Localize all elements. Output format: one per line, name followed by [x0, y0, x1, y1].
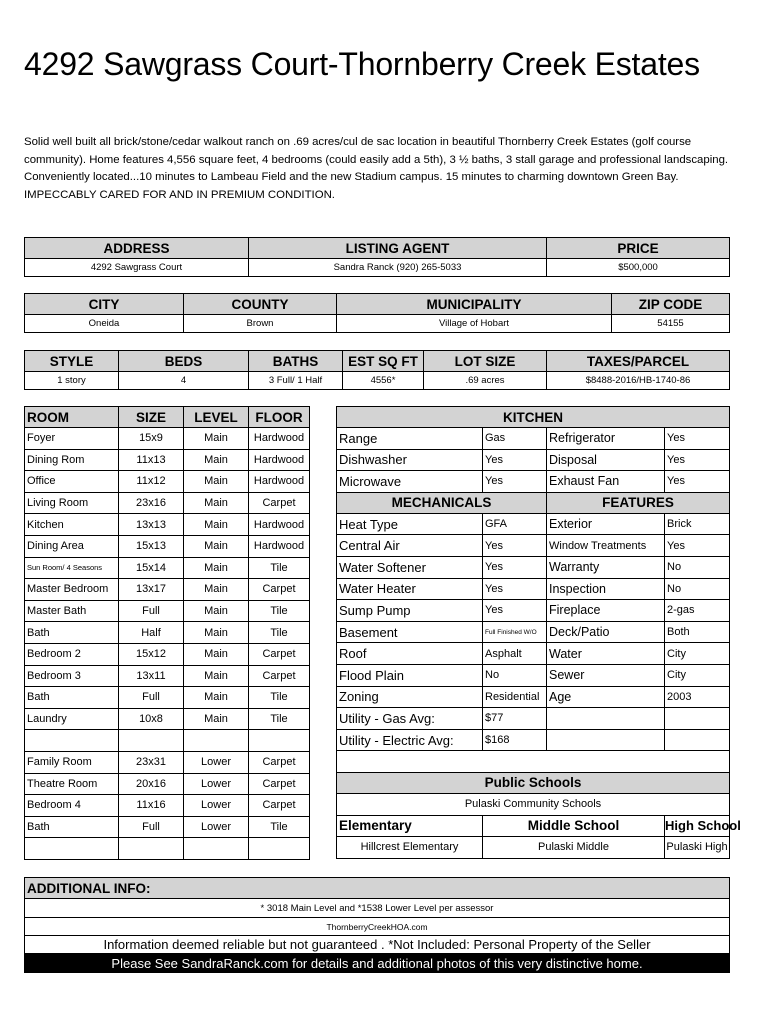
- item-label: Heat Type: [337, 513, 483, 535]
- item-label: Basement: [337, 621, 483, 643]
- room-level: Lower: [184, 816, 249, 838]
- item-value: Yes: [483, 471, 547, 493]
- item-label: Roof: [337, 643, 483, 665]
- beds-value: 4: [119, 372, 249, 390]
- kitchen-body: [337, 428, 730, 493]
- address-value: 4292 Sawgrass Court: [25, 259, 249, 277]
- blank-row: [337, 751, 730, 773]
- listing-agent-header: LISTING AGENT: [249, 238, 547, 259]
- room-name: Living Room: [25, 492, 119, 514]
- feature-label: Age: [547, 686, 665, 708]
- public-schools-header: Public Schools: [337, 772, 730, 793]
- spec-row: [337, 600, 730, 622]
- feature-value: Yes: [665, 535, 730, 557]
- room-row: [25, 730, 310, 752]
- baths-header: BATHS: [249, 351, 343, 372]
- room-row: [25, 795, 310, 817]
- kitchen-mechanicals-table: [336, 406, 741, 859]
- features-header: FEATURES: [547, 492, 730, 513]
- room-level: Main: [184, 492, 249, 514]
- room-level: Main: [184, 535, 249, 557]
- feature-label: Fireplace: [547, 600, 665, 622]
- room-name: Dining Area: [25, 535, 119, 557]
- room-size: 15x13: [119, 535, 184, 557]
- size-header: SIZE: [119, 407, 184, 428]
- spec-row: [337, 513, 730, 535]
- item-label: Utility - Electric Avg:: [337, 729, 483, 751]
- room-name: Family Room: [25, 751, 119, 773]
- property-description: Solid well built all brick/stone/cedar walkout ranch on .69 acres/cul de sac location in beautiful Thornberry Creek Estates (golf course community). Home features 4,556 square feet, 4 bedrooms (could easily add a 5th), 3 ½ baths, 3 stall garage and professional landscaping. Conveniently located...10 minutes to Lambeau Field and the new Stadium campus. 15 minutes to charming downtown Green Bay. IMPECCABLY CARED FOR AND IN PREMIUM CONDITION.: [24, 136, 729, 201]
- item-value: No: [483, 664, 547, 686]
- listing-agent-value: Sandra Ranck (920) 265-5033: [249, 259, 547, 277]
- item-value: Asphalt: [483, 643, 547, 665]
- feature-label: [547, 708, 665, 730]
- municipality-header: MUNICIPALITY: [337, 294, 612, 315]
- feature-value: [665, 708, 730, 730]
- page-title: 4292 Sawgrass Court-Thornberry Creek Estates: [24, 46, 700, 82]
- zip-code-header: ZIP CODE: [612, 294, 730, 315]
- room-name: Foyer: [25, 428, 119, 450]
- item-value: Gas: [483, 428, 547, 450]
- spec-row: [337, 708, 730, 730]
- room-size: 11x16: [119, 795, 184, 817]
- room-size: [119, 730, 184, 752]
- feature-label: Exterior: [547, 513, 665, 535]
- spec-row: [337, 578, 730, 600]
- taxes-parcel-value: $8488-2016/HB-1740-86: [547, 372, 730, 390]
- room-size: 10x8: [119, 708, 184, 730]
- item-label: Utility - Gas Avg:: [337, 708, 483, 730]
- high-school: Pulaski High: [665, 837, 730, 859]
- item-label: Zoning: [337, 686, 483, 708]
- room-row: [25, 557, 310, 579]
- room-level: Main: [184, 471, 249, 493]
- feature-value: No: [665, 578, 730, 600]
- room-name: Theatre Room: [25, 773, 119, 795]
- feature-value: Yes: [665, 449, 730, 471]
- room-level: Main: [184, 557, 249, 579]
- feature-value: Yes: [665, 428, 730, 450]
- room-floor: Tile: [249, 708, 310, 730]
- feature-value: City: [665, 643, 730, 665]
- feature-label: Water: [547, 643, 665, 665]
- room-name: Bedroom 2: [25, 643, 119, 665]
- sqft-header: EST SQ FT: [343, 351, 424, 372]
- room-row: [25, 471, 310, 493]
- room-name: Bath: [25, 816, 119, 838]
- room-name: Bedroom 3: [25, 665, 119, 687]
- room-floor: Tile: [249, 687, 310, 709]
- feature-label: Inspection: [547, 578, 665, 600]
- additional-info-header: ADDITIONAL INFO:: [25, 878, 730, 899]
- county-value: Brown: [184, 315, 337, 333]
- room-size: Full: [119, 600, 184, 622]
- room-level: Lower: [184, 773, 249, 795]
- address-header: ADDRESS: [25, 238, 249, 259]
- room-level: Main: [184, 643, 249, 665]
- mechanicals-header: MECHANICALS: [337, 492, 547, 513]
- price-value: $500,000: [547, 259, 730, 277]
- room-size: 11x12: [119, 471, 184, 493]
- spec-row: [337, 664, 730, 686]
- feature-value: Yes: [665, 471, 730, 493]
- room-row: [25, 838, 310, 860]
- item-value: Residential: [483, 686, 547, 708]
- room-name: Bath: [25, 687, 119, 709]
- disclaimer: Information deemed reliable but not guaranteed . *Not Included: Personal Property of the Seller: [25, 936, 730, 954]
- spec-row: [337, 428, 730, 450]
- item-value: Yes: [483, 449, 547, 471]
- hoa-website: ThornberryCreekHOA.com: [25, 918, 730, 936]
- room-floor: Tile: [249, 600, 310, 622]
- taxes-parcel-header: TAXES/PARCEL: [547, 351, 730, 372]
- room-floor: Carpet: [249, 751, 310, 773]
- item-label: Sump Pump: [337, 600, 483, 622]
- room-floor: Tile: [249, 816, 310, 838]
- zip-code-value: 54155: [612, 315, 730, 333]
- room-size: 23x16: [119, 492, 184, 514]
- spec-row: [337, 686, 730, 708]
- room-row: [25, 579, 310, 601]
- room-size: Full: [119, 687, 184, 709]
- room-name: Laundry: [25, 708, 119, 730]
- room-level: Main: [184, 665, 249, 687]
- room-floor: Hardwood: [249, 428, 310, 450]
- feature-value: Both: [665, 621, 730, 643]
- lot-size-header: LOT SIZE: [424, 351, 547, 372]
- item-value: Full Finished W/O: [483, 621, 547, 643]
- spec-row: [337, 471, 730, 493]
- level-header: LEVEL: [184, 407, 249, 428]
- rooms-body: [25, 428, 310, 860]
- elementary-label: Elementary: [337, 815, 483, 837]
- room-floor: Carpet: [249, 643, 310, 665]
- style-header: STYLE: [25, 351, 119, 372]
- room-row: [25, 535, 310, 557]
- room-row: [25, 514, 310, 536]
- room-name: Master Bath: [25, 600, 119, 622]
- room-row: [25, 751, 310, 773]
- room-size: [119, 838, 184, 860]
- mechanicals-body: [337, 513, 730, 751]
- spec-row: [337, 729, 730, 751]
- item-value: Yes: [483, 535, 547, 557]
- room-name: [25, 838, 119, 860]
- room-row: [25, 708, 310, 730]
- item-value: GFA: [483, 513, 547, 535]
- room-name: Office: [25, 471, 119, 493]
- feature-label: Deck/Patio: [547, 621, 665, 643]
- room-level: Lower: [184, 795, 249, 817]
- room-size: 13x13: [119, 514, 184, 536]
- room-row: [25, 428, 310, 450]
- feature-value: City: [665, 664, 730, 686]
- room-floor: Carpet: [249, 492, 310, 514]
- room-name: [25, 730, 119, 752]
- room-size: 15x14: [119, 557, 184, 579]
- item-label: Flood Plain: [337, 664, 483, 686]
- floor-header: FLOOR: [249, 407, 310, 428]
- room-name: Dining Rom: [25, 449, 119, 471]
- room-level: [184, 730, 249, 752]
- item-value: Yes: [483, 578, 547, 600]
- room-header: ROOM: [25, 407, 119, 428]
- feature-label: Disposal: [547, 449, 665, 471]
- room-row: [25, 687, 310, 709]
- room-row: [25, 816, 310, 838]
- high-school-label: High School: [665, 815, 730, 837]
- lot-size-value: .69 acres: [424, 372, 547, 390]
- room-row: [25, 449, 310, 471]
- item-value: Yes: [483, 600, 547, 622]
- item-label: Water Heater: [337, 578, 483, 600]
- feature-label: Refrigerator: [547, 428, 665, 450]
- item-label: Dishwasher: [337, 449, 483, 471]
- feature-value: 2-gas: [665, 600, 730, 622]
- style-value: 1 story: [25, 372, 119, 390]
- room-row: [25, 622, 310, 644]
- spec-row: [337, 556, 730, 578]
- middle-school-label: Middle School: [483, 815, 665, 837]
- spec-row: [337, 643, 730, 665]
- price-header: PRICE: [547, 238, 730, 259]
- city-value: Oneida: [25, 315, 184, 333]
- spec-row: [337, 535, 730, 557]
- room-level: Main: [184, 622, 249, 644]
- room-size: 13x17: [119, 579, 184, 601]
- city-table: [24, 293, 730, 333]
- room-floor: [249, 730, 310, 752]
- room-floor: Carpet: [249, 579, 310, 601]
- item-value: $168: [483, 729, 547, 751]
- room-floor: Hardwood: [249, 535, 310, 557]
- spec-row: [337, 621, 730, 643]
- item-label: Microwave: [337, 471, 483, 493]
- room-size: 23x31: [119, 751, 184, 773]
- room-name: Bedroom 4: [25, 795, 119, 817]
- room-size: 20x16: [119, 773, 184, 795]
- kitchen-header: KITCHEN: [337, 407, 730, 428]
- feature-label: Exhaust Fan: [547, 471, 665, 493]
- sqft-value: 4556*: [343, 372, 424, 390]
- room-floor: [249, 838, 310, 860]
- item-label: Range: [337, 428, 483, 450]
- feature-value: No: [665, 556, 730, 578]
- feature-label: Window Treatments: [547, 535, 665, 557]
- room-level: Main: [184, 687, 249, 709]
- room-name: Sun Room/ 4 Seasons: [25, 557, 119, 579]
- room-name: Kitchen: [25, 514, 119, 536]
- room-floor: Tile: [249, 557, 310, 579]
- room-size: 15x9: [119, 428, 184, 450]
- room-name: Master Bedroom: [25, 579, 119, 601]
- room-row: [25, 643, 310, 665]
- feature-value: [665, 729, 730, 751]
- item-value: Yes: [483, 556, 547, 578]
- beds-header: BEDS: [119, 351, 249, 372]
- elementary-school: Hillcrest Elementary: [337, 837, 483, 859]
- additional-info-line-1: * 3018 Main Level and *1538 Lower Level per assessor: [25, 899, 730, 918]
- room-level: Main: [184, 708, 249, 730]
- municipality-value: Village of Hobart: [337, 315, 612, 333]
- baths-value: 3 Full/ 1 Half: [249, 372, 343, 390]
- room-row: [25, 773, 310, 795]
- room-level: Main: [184, 428, 249, 450]
- feature-label: Sewer: [547, 664, 665, 686]
- spec-row: [337, 449, 730, 471]
- room-floor: Hardwood: [249, 471, 310, 493]
- room-floor: Tile: [249, 622, 310, 644]
- additional-info-table: [24, 877, 730, 973]
- item-label: Central Air: [337, 535, 483, 557]
- room-floor: Carpet: [249, 773, 310, 795]
- room-level: [184, 838, 249, 860]
- address-table: [24, 237, 730, 277]
- room-level: Main: [184, 514, 249, 536]
- feature-label: Warranty: [547, 556, 665, 578]
- room-size: Half: [119, 622, 184, 644]
- city-header: CITY: [25, 294, 184, 315]
- item-label: Water Softener: [337, 556, 483, 578]
- room-level: Main: [184, 449, 249, 471]
- footer-banner: Please See SandraRanck.com for details and additional photos of this very distinctive home.: [25, 954, 730, 973]
- room-name: Bath: [25, 622, 119, 644]
- room-floor: Carpet: [249, 795, 310, 817]
- middle-school: Pulaski Middle: [483, 837, 665, 859]
- room-row: [25, 665, 310, 687]
- item-value: $77: [483, 708, 547, 730]
- county-header: COUNTY: [184, 294, 337, 315]
- school-district: Pulaski Community Schools: [337, 793, 730, 815]
- room-row: [25, 600, 310, 622]
- room-size: 13x11: [119, 665, 184, 687]
- room-level: Main: [184, 579, 249, 601]
- room-level: Main: [184, 600, 249, 622]
- room-size: Full: [119, 816, 184, 838]
- room-level: Lower: [184, 751, 249, 773]
- room-floor: Hardwood: [249, 449, 310, 471]
- rooms-table: [24, 406, 310, 860]
- feature-label: [547, 729, 665, 751]
- room-row: [25, 492, 310, 514]
- room-size: 11x13: [119, 449, 184, 471]
- room-floor: Hardwood: [249, 514, 310, 536]
- feature-value: Brick: [665, 513, 730, 535]
- room-size: 15x12: [119, 643, 184, 665]
- room-floor: Carpet: [249, 665, 310, 687]
- feature-value: 2003: [665, 686, 730, 708]
- style-table: [24, 350, 730, 390]
